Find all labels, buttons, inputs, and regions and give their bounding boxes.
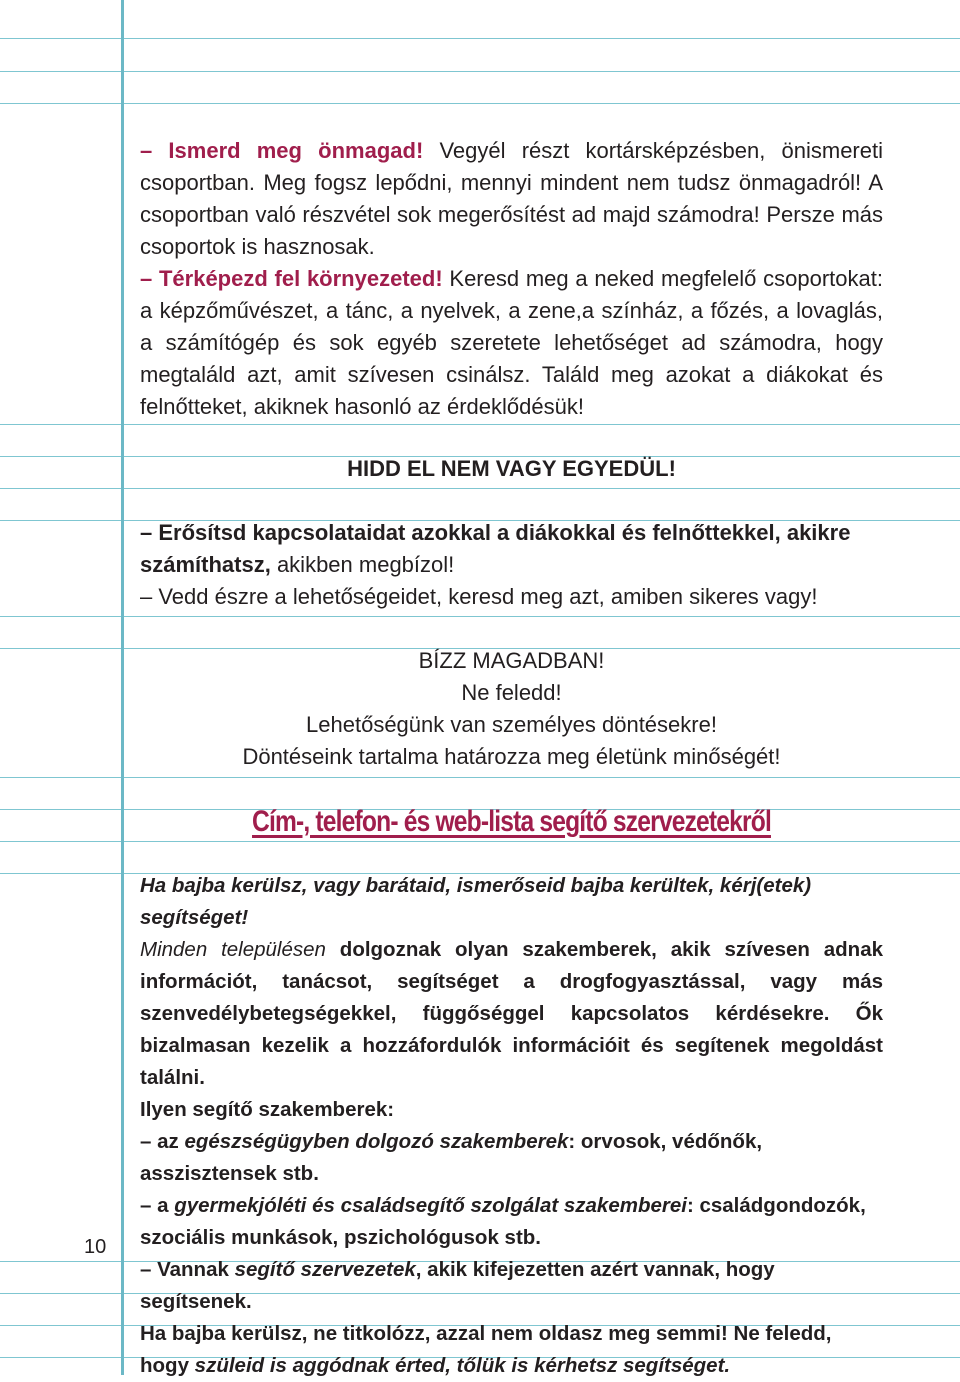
- opportunities-line: – Vedd észre a lehetőségeidet, keresd meg azt, amiben sikeres vagy!: [140, 584, 818, 609]
- centered-line: Ne feledd!: [461, 680, 562, 705]
- centered-line: Lehetőségünk van személyes döntésekre!: [306, 712, 717, 737]
- relationships-rest: akikben megbízol!: [270, 552, 455, 577]
- help-item-family: – a gyermekjóléti és családsegítő szolgálat szakemberei: családgondozók, szociális munkások, pszichológusok stb.: [140, 1194, 866, 1249]
- section-map-environment: [140, 263, 883, 423]
- page-heading: Cím-, telefon- és web-lista segítő szervezetekről: [252, 805, 771, 838]
- section-relationships: [140, 517, 883, 613]
- help-p1-bold: dolgoznak olyan szakemberek, akik szívesen adnak információt, tanácsot, segítséget a drogfogyasztással, vagy más szenvedélybetegségekkel, függőséggel kapcsolatos kérdésekre. Ők bizalmasan kezelik a hozzáfordulók információit és segítenek megoldást találni.: [140, 938, 883, 1089]
- banner-not-alone: HIDD EL NEM VAGY EGYEDÜL!: [347, 456, 676, 481]
- help-item-organizations: – Vannak segítő szervezetek, akik kifejezetten azért vannak, hogy segítsenek.: [140, 1258, 775, 1313]
- text-map-environment: Keresd meg a neked megfelelő csoportokat: a képzőművészet, a tánc, a nyelvek, a zene,a színház, a főzés, a lovaglás, a számítógép és sok egyéb szeretete lehetőséget ad számodra, hogy megtaláld azt, amit szívesen csinálsz. Találd meg azokat a diákokat és felnőtteket, akiknek hasonló az érdeklődésük!: [140, 266, 883, 419]
- section-help: [140, 870, 883, 1382]
- text-know-yourself: Vegyél részt kortársképzésben, önismereti csoportban. Meg fogsz lepődni, mennyi mindent nem tudsz önmagadról! A csoportban való részvétel sok megerősítést ad majd számodra! Persze más csoportok is hasznosak.: [140, 138, 883, 259]
- page-number: 10: [84, 1236, 107, 1258]
- centered-line: BÍZZ MAGADBAN!: [418, 648, 605, 673]
- lead-map-environment: – Térképezd fel környezeted!: [140, 266, 443, 291]
- lead-know-yourself: – Ismerd meg önmagad!: [140, 138, 424, 163]
- centered-lines: [124, 645, 899, 773]
- section-know-yourself: [140, 135, 883, 263]
- help-item-health: – az egészségügyben dolgozó szakemberek: orvosok, védőnők, asszisztensek stb.: [140, 1130, 763, 1185]
- help-list-title: Ilyen segítő szakemberek:: [140, 1098, 395, 1121]
- relationships-bold: – Erősítsd kapcsolataidat azokkal a diákokkal és felnőttekkel, akikre számíthatsz,: [140, 520, 851, 577]
- help-closing: Ha bajba kerülsz, ne titkolózz, azzal nem oldasz meg semmi! Ne feledd, hogy szüleid is aggódnak érted, tőlük is kérhetsz segítséget.: [140, 1322, 832, 1377]
- help-p1-italic: Minden településen: [140, 938, 326, 961]
- centered-line: Döntéseink tartalma határozza meg életünk minőségét!: [242, 744, 781, 769]
- help-intro: Ha bajba kerülsz, vagy barátaid, ismerőseid bajba kerültek, kérj(etek) segítséget!: [140, 874, 812, 929]
